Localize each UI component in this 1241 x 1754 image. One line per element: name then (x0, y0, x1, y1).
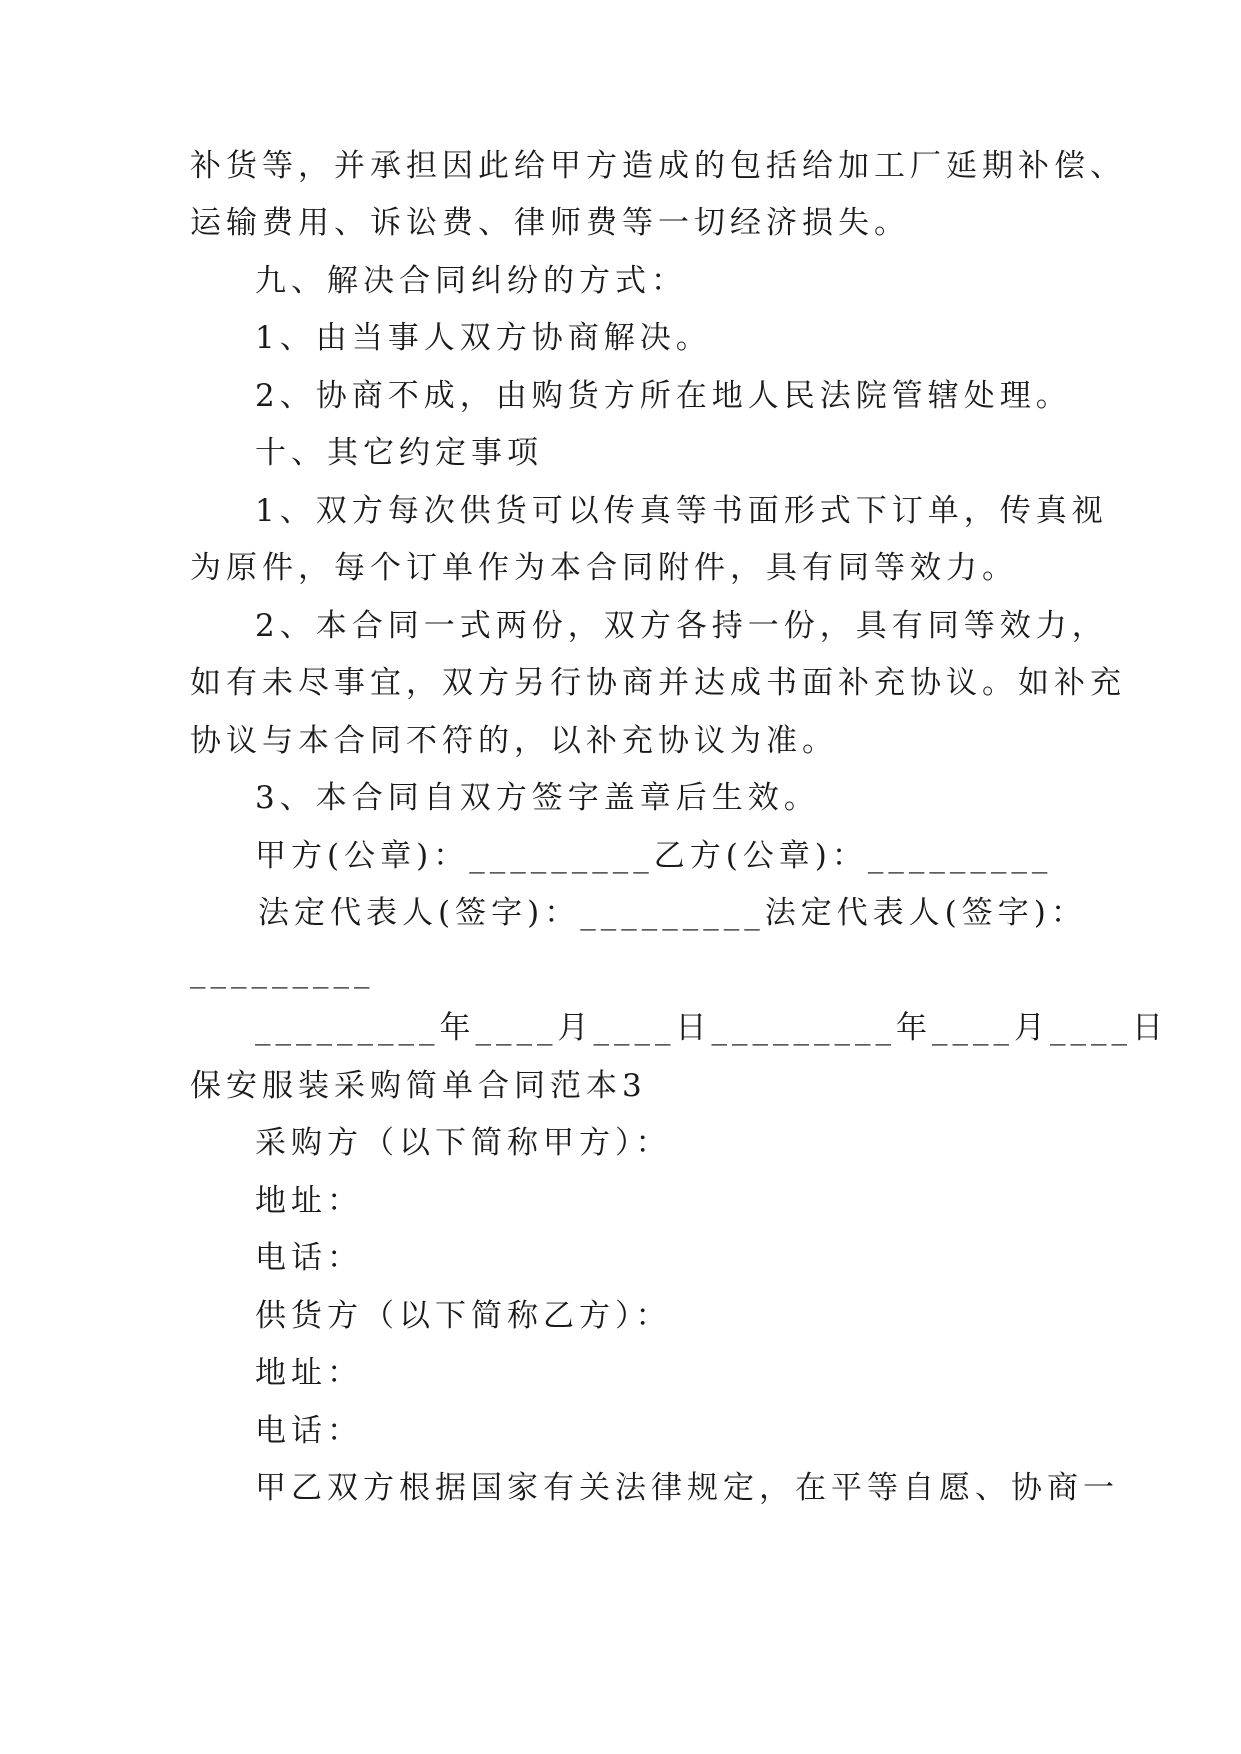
document-title: 保安服装采购简单合同范本3 (190, 1068, 647, 1104)
section-heading: 十、其它约定事项 (255, 435, 543, 471)
paragraph-line: 协议与本合同不符的，以补充协议为准。 (190, 723, 838, 759)
clause-item: 2、本合同一式两份，双方各持一份，具有同等效力， (255, 608, 1108, 644)
paragraph-line: 为原件，每个订单作为本合同附件，具有同等效力。 (190, 550, 1018, 586)
clause-item: 1、由当事人双方协商解决。 (255, 320, 712, 356)
clause-item: 1、双方每次供货可以传真等书面形式下订单，传真视 (255, 493, 1108, 529)
clause-item: 2、协商不成，由购货方所在地人民法院管辖处理。 (255, 378, 1072, 414)
paragraph-line: 运输费用、诉讼费、律师费等一切经济损失。 (190, 205, 910, 241)
buyer-phone: 电话： (255, 1240, 363, 1276)
paragraph-line: 补货等，并承担因此给甲方造成的包括给加工厂延期补偿、 (190, 148, 1126, 184)
signature-blank: _________ (190, 953, 375, 989)
section-heading: 九、解决合同纠纷的方式： (255, 263, 687, 299)
paragraph-line: 如有未尽事宜，双方另行协商并达成书面补充协议。如补充 (190, 665, 1126, 701)
buyer-label: 采购方（以下简称甲方）： (255, 1125, 672, 1161)
signature-date-line: _________年____月____日_________年____月____日 (255, 1010, 1168, 1046)
clause-item: 3、本合同自双方签字盖章后生效。 (255, 780, 820, 816)
paragraph-line: 甲乙双方根据国家有关法律规定，在平等自愿、协商一 (255, 1470, 1119, 1506)
signature-representative-line: 法定代表人(签字)：_________法定代表人(签字)： (258, 895, 1087, 931)
supplier-phone: 电话： (255, 1413, 363, 1449)
signature-seal-line: 甲方(公章)：_________乙方(公章)：_________ (255, 838, 1053, 874)
supplier-address: 地址： (255, 1355, 363, 1391)
supplier-label: 供货方（以下简称乙方）： (255, 1298, 672, 1334)
buyer-address: 地址： (255, 1183, 363, 1219)
